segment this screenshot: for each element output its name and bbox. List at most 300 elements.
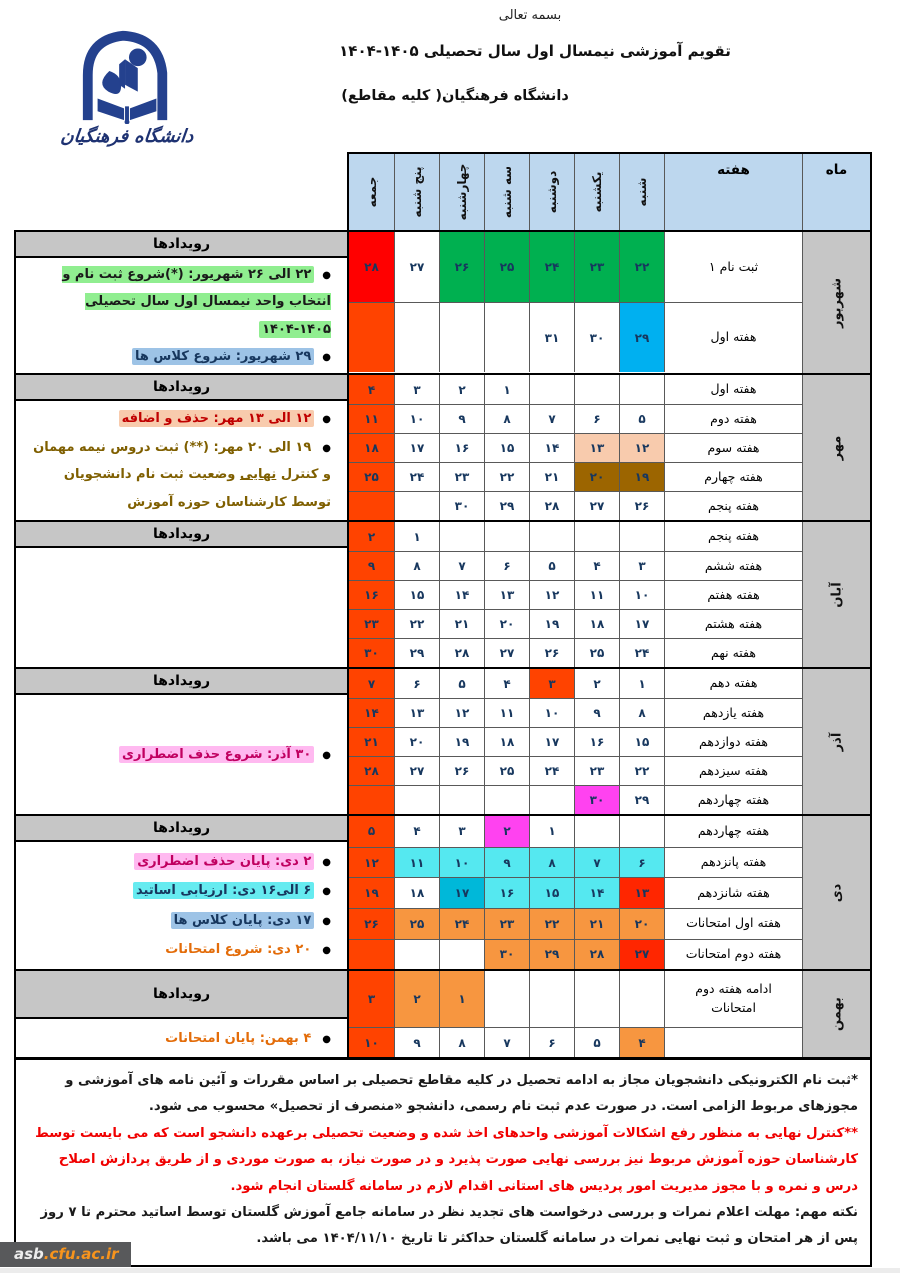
week-rows	[349, 375, 802, 520]
day-cell: ۲۶	[529, 638, 574, 667]
day-cell: ۲	[439, 375, 484, 404]
week-label: هفته دهم	[664, 669, 802, 698]
day-cell	[439, 785, 484, 814]
day-cell: ۲۴	[529, 756, 574, 785]
day-cell: ۳	[619, 551, 664, 580]
events-panel	[14, 667, 349, 816]
week-label: هفته پنجم	[664, 522, 802, 551]
day-cell: ۳	[349, 971, 394, 1027]
week-row	[349, 580, 802, 609]
day-cell: ۱۲	[529, 580, 574, 609]
day-cell	[484, 971, 529, 1027]
day-cell: ۵	[439, 669, 484, 698]
month-label: آبان	[829, 582, 844, 608]
bismillah-text: بسمه تعالی	[498, 8, 562, 23]
day-cell: ۳۰	[484, 939, 529, 970]
day-cell: ۴	[349, 375, 394, 404]
day-cell: ۲	[349, 522, 394, 551]
day-cell: ۲۷	[484, 638, 529, 667]
day-cell: ۱۰	[529, 698, 574, 727]
header-spacer	[14, 152, 347, 232]
day-cell	[619, 375, 664, 404]
day-cell: ۱	[529, 816, 574, 847]
day-cell: ۱۳	[619, 877, 664, 908]
event-text: ۱۷ دی: پایان کلاس ها	[171, 912, 315, 929]
day-cell: ۲۵	[484, 232, 529, 302]
day-cell: ۱۱	[394, 847, 439, 878]
day-cell	[529, 522, 574, 551]
day-cell: ۸	[619, 698, 664, 727]
month-label-cell	[802, 375, 870, 520]
week-label: هفته هفتم	[664, 580, 802, 609]
week-column-header: هفته	[664, 154, 802, 230]
week-row	[349, 756, 802, 785]
day-cell	[394, 785, 439, 814]
day-cell	[394, 491, 439, 520]
week-rows	[349, 669, 802, 814]
day-cell	[619, 816, 664, 847]
event-text: ۳۰ آذر: شروع حذف اضطراری	[119, 746, 314, 763]
week-row	[349, 877, 802, 908]
month-label: دی	[829, 883, 844, 902]
week-row	[349, 727, 802, 756]
day-cell: ۱۷	[619, 609, 664, 638]
day-cell: ۲۹	[619, 302, 664, 372]
day-cell: ۱۴	[574, 877, 619, 908]
day-cell	[529, 375, 574, 404]
bullet-icon: ●	[322, 414, 331, 426]
event-item	[26, 1025, 331, 1052]
day-cell: ۳۱	[529, 302, 574, 372]
day-cell: ۲۳	[349, 609, 394, 638]
day-cell: ۲۳	[439, 462, 484, 491]
footnote-line: **کنترل نهایی به منظور رفع اشکالات آموزشی واحدهای اخذ شده و وضعیت تحصیلی برعهده دانشجو است که می بایست توسط کارشناسان حوزه آموزش مربوط نیز بررسی نهایی صورت پذیرد و در صورت نیاز، به صورت موردی و از طریق پردازش اصلاح درس و نمره و با مجوز مدیریت امور پردیس های استانی اقدام لازم در سامانه گلستان انجام شود.	[35, 1125, 858, 1194]
week-row	[349, 232, 802, 302]
week-label: هفته دوم امتحانات	[664, 939, 802, 970]
logo-caption: دانشگاه فرهنگیان	[59, 126, 195, 147]
day-cell: ۱۷	[394, 433, 439, 462]
day-cell: ۱۸	[484, 727, 529, 756]
day-cell	[484, 522, 529, 551]
events-panel	[14, 230, 349, 375]
day-cell: ۲۷	[574, 491, 619, 520]
day-cell: ۲۷	[394, 756, 439, 785]
month-grid	[347, 230, 872, 375]
events-list	[16, 548, 347, 667]
day-cell: ۱	[439, 971, 484, 1027]
month-grid	[347, 520, 872, 669]
day-cell: ۷	[439, 551, 484, 580]
event-item	[26, 936, 331, 963]
day-cell	[574, 522, 619, 551]
week-row	[349, 609, 802, 638]
day-cell: ۹	[439, 404, 484, 433]
month-label: شهریور	[829, 277, 844, 328]
week-rows	[349, 971, 802, 1057]
day-cell: ۲	[484, 816, 529, 847]
week-row	[349, 939, 802, 970]
badge-text-asb: asb	[14, 1245, 44, 1263]
day-cell: ۲۴	[619, 638, 664, 667]
day-cell: ۳۰	[574, 785, 619, 814]
event-text: ۲ دی: پایان حذف اضطراری	[134, 853, 314, 870]
day-cell: ۲۰	[619, 908, 664, 939]
week-label: هفته چهارم	[664, 462, 802, 491]
events-panel	[14, 373, 349, 522]
day-cell: ۲۵	[484, 756, 529, 785]
month-grid	[347, 969, 872, 1059]
day-cell: ۲۸	[439, 638, 484, 667]
day-cell: ۹	[394, 1027, 439, 1057]
day-cell: ۱۳	[394, 698, 439, 727]
month-band	[14, 969, 872, 1059]
day-cell: ۳۰	[439, 491, 484, 520]
weekday-header	[349, 154, 394, 230]
day-cell: ۱۵	[484, 433, 529, 462]
events-panel-header: رویدادها	[16, 375, 347, 401]
day-cell: ۶	[529, 1027, 574, 1057]
events-panel	[14, 520, 349, 669]
month-label: مهر	[829, 435, 844, 461]
day-cell: ۲۶	[619, 491, 664, 520]
week-row	[349, 638, 802, 667]
day-cell: ۶	[394, 669, 439, 698]
day-cell	[529, 785, 574, 814]
day-cell: ۱۰	[349, 1027, 394, 1057]
day-cell: ۷	[349, 669, 394, 698]
day-cell: ۳۰	[349, 638, 394, 667]
event-text: ۲۹ شهریور: شروع کلاس ها	[132, 348, 314, 365]
day-cell: ۸	[394, 551, 439, 580]
week-row	[349, 785, 802, 814]
weekday-header	[529, 154, 574, 230]
week-row	[349, 698, 802, 727]
weekday-header-label: سه شنبه	[500, 165, 514, 219]
day-cell: ۱۵	[619, 727, 664, 756]
day-cell	[439, 302, 484, 372]
day-cell: ۱۱	[574, 580, 619, 609]
day-cell: ۲۲	[529, 908, 574, 939]
day-cell: ۱۸	[394, 877, 439, 908]
weekday-header-label: دوشنبه	[545, 170, 559, 214]
month-label-cell	[802, 816, 870, 969]
weekday-header	[484, 154, 529, 230]
day-cell	[619, 522, 664, 551]
week-row	[349, 522, 802, 551]
day-cell: ۲۳	[574, 756, 619, 785]
day-cell: ۱۰	[439, 847, 484, 878]
day-cell: ۱۰	[619, 580, 664, 609]
day-cell: ۲۴	[394, 462, 439, 491]
week-label: هفته سیزدهم	[664, 756, 802, 785]
events-list	[16, 1019, 347, 1057]
day-cell: ۴	[484, 669, 529, 698]
week-row	[349, 491, 802, 520]
month-column-header: ماه	[802, 154, 870, 230]
day-cell: ۱۹	[349, 877, 394, 908]
day-cell: ۶	[574, 404, 619, 433]
month-label: آذر	[829, 732, 844, 751]
day-cell: ۱۵	[394, 580, 439, 609]
day-cell: ۱۲	[349, 847, 394, 878]
day-cell: ۵	[349, 816, 394, 847]
week-row	[349, 971, 802, 1027]
day-cell: ۲۱	[529, 462, 574, 491]
day-cell: ۲۵	[574, 638, 619, 667]
events-panel-header: رویدادها	[16, 816, 347, 842]
day-cell: ۲۹	[619, 785, 664, 814]
event-item	[26, 405, 331, 432]
day-cell: ۱	[619, 669, 664, 698]
events-panel-header: رویدادها	[16, 522, 347, 548]
month-label-cell	[802, 522, 870, 667]
day-cell: ۲۴	[439, 908, 484, 939]
month-grid	[347, 814, 872, 971]
day-cell: ۲	[394, 971, 439, 1027]
bullet-icon: ●	[322, 351, 331, 363]
day-cell: ۲۵	[394, 908, 439, 939]
events-list	[16, 842, 347, 969]
day-cell	[349, 302, 394, 372]
day-cell: ۸	[484, 404, 529, 433]
page-title: تقویم آموزشی نیمسال اول سال تحصیلی ۱۴۰۵-۱۴۰۴	[339, 42, 731, 60]
month-band	[14, 373, 872, 522]
day-cell: ۵	[529, 551, 574, 580]
week-row	[349, 433, 802, 462]
calendar-header-row	[14, 152, 872, 232]
day-cell: ۱۶	[484, 877, 529, 908]
week-label	[664, 1027, 802, 1057]
day-cell: ۲۷	[394, 232, 439, 302]
week-rows	[349, 232, 802, 373]
day-cell: ۱۶	[574, 727, 619, 756]
week-label: هفته چهاردهم	[664, 816, 802, 847]
day-cell: ۲۸	[529, 491, 574, 520]
bullet-icon: ●	[322, 915, 331, 927]
month-bands	[14, 230, 872, 1059]
day-cell: ۷	[529, 404, 574, 433]
day-cell: ۱۲	[619, 433, 664, 462]
week-row	[349, 908, 802, 939]
weekday-header-label: جمعه	[364, 176, 379, 208]
event-item	[26, 434, 331, 516]
day-cell: ۱۹	[619, 462, 664, 491]
bullet-icon: ●	[322, 1033, 331, 1045]
event-item	[26, 261, 331, 343]
day-cell: ۲۶	[349, 908, 394, 939]
bullet-icon: ●	[322, 270, 331, 281]
day-cell: ۴	[619, 1027, 664, 1057]
footnote-line: نکته مهم: مهلت اعلام نمرات و بررسی درخواست های تجدید نظر در سامانه جامع آموزش گلستان توسط اساتید محترم تا ۷ روز پس از هر امتحان و ثبت نهایی نمرات در سامانه گلستان حداکثر تا تاریخ ۱۴۰۴/۱۱/۱۰ می باشد.	[40, 1205, 858, 1247]
week-label: هفته اول امتحانات	[664, 908, 802, 939]
day-cell: ۲۰	[484, 609, 529, 638]
day-cell: ۱۴	[349, 698, 394, 727]
weekday-headers	[349, 154, 664, 230]
day-cell: ۷	[574, 847, 619, 878]
day-cell: ۲۹	[529, 939, 574, 970]
day-cell: ۹	[574, 698, 619, 727]
events-panel	[14, 814, 349, 971]
month-band	[14, 230, 872, 375]
weekday-header-label: پنج شنبه	[410, 166, 424, 218]
day-cell: ۲۱	[574, 908, 619, 939]
day-cell: ۴	[574, 551, 619, 580]
day-cell: ۲۵	[349, 462, 394, 491]
week-row	[349, 1027, 802, 1057]
event-text: ۶ الی۱۶ دی: ارزیابی اساتید	[133, 882, 314, 899]
day-cell	[439, 522, 484, 551]
page-subtitle: دانشگاه فرهنگیان( کلیه مقاطع)	[341, 88, 569, 104]
day-cell: ۱	[484, 375, 529, 404]
day-cell: ۱۹	[529, 609, 574, 638]
day-cell	[529, 971, 574, 1027]
day-cell: ۱	[394, 522, 439, 551]
day-cell: ۲۷	[619, 939, 664, 970]
events-list	[16, 401, 347, 520]
week-rows	[349, 816, 802, 969]
day-cell: ۲۹	[484, 491, 529, 520]
day-cell: ۲۱	[349, 727, 394, 756]
day-cell: ۴	[394, 816, 439, 847]
calendar-header-cells	[347, 152, 872, 232]
weekday-header	[619, 154, 664, 230]
footnote-line: *ثبت نام الکترونیکی دانشجویان مجاز به ادامه تحصیل در کلیه مقاطع تحصیلی بر اساس مقررات و آئین نامه های آموزشی و مجوزهای مربوط الزامی است. در صورت عدم ثبت نام رسمی، دانشجو «منصرف از تحصیل» محسوب می شود.	[65, 1073, 858, 1115]
week-label: هفته پنجم	[664, 491, 802, 520]
events-list	[16, 258, 347, 373]
day-cell	[394, 939, 439, 970]
week-label: هفته یازدهم	[664, 698, 802, 727]
day-cell	[349, 939, 394, 970]
weekday-header-label: یکشنبه	[590, 171, 604, 213]
event-item	[26, 343, 331, 370]
month-label: بهمن	[829, 997, 844, 1032]
week-row	[349, 847, 802, 878]
day-cell	[574, 816, 619, 847]
day-cell: ۷	[484, 1027, 529, 1057]
day-cell: ۳	[394, 375, 439, 404]
day-cell: ۶	[619, 847, 664, 878]
day-cell: ۱۶	[439, 433, 484, 462]
week-row	[349, 462, 802, 491]
day-cell: ۱۱	[349, 404, 394, 433]
week-label: هفته شانزدهم	[664, 877, 802, 908]
day-cell: ۵	[619, 404, 664, 433]
events-panel-header: رویدادها	[16, 232, 347, 258]
day-cell: ۸	[529, 847, 574, 878]
day-cell: ۲۳	[484, 908, 529, 939]
day-cell: ۲۴	[529, 232, 574, 302]
week-row	[349, 302, 802, 372]
day-cell	[619, 971, 664, 1027]
week-row	[349, 551, 802, 580]
day-cell: ۱۴	[529, 433, 574, 462]
day-cell: ۱۸	[349, 433, 394, 462]
week-label: هفته ششم	[664, 551, 802, 580]
week-row	[349, 669, 802, 698]
day-cell: ۲۲	[619, 756, 664, 785]
week-rows	[349, 522, 802, 667]
day-cell	[394, 302, 439, 372]
weekday-header	[394, 154, 439, 230]
day-cell: ۶	[484, 551, 529, 580]
month-label-cell	[802, 669, 870, 814]
day-cell: ۱۹	[439, 727, 484, 756]
week-row	[349, 375, 802, 404]
day-cell: ۲۶	[439, 232, 484, 302]
week-row	[349, 816, 802, 847]
day-cell: ۲۸	[349, 756, 394, 785]
day-cell: ۹	[349, 551, 394, 580]
event-text: ۲۲ الی ۲۶ شهریور: (*)شروع ثبت نام و انتخاب واحد نیمسال اول سال تحصیلی ۱۴۰۵-۱۴۰۴	[62, 267, 331, 337]
event-text: ۲۰ دی: شروع امتحانات	[165, 942, 312, 958]
day-cell	[574, 375, 619, 404]
footnotes	[14, 1058, 872, 1267]
month-band	[14, 814, 872, 971]
week-label: ادامه هفته دوم امتحانات	[664, 971, 802, 1027]
week-label: هفته دوم	[664, 404, 802, 433]
event-item	[26, 741, 331, 768]
day-cell: ۳۰	[574, 302, 619, 372]
day-cell: ۲۹	[394, 638, 439, 667]
event-text: ۱۲ الی ۱۳ مهر: حذف و اضافه	[119, 410, 315, 427]
event-item	[26, 907, 331, 934]
events-panel	[14, 969, 349, 1059]
day-cell: ۱۵	[529, 877, 574, 908]
day-cell	[574, 971, 619, 1027]
month-label-cell	[802, 971, 870, 1057]
day-cell	[349, 785, 394, 814]
calendar-table	[14, 152, 872, 1059]
day-cell: ۲۲	[394, 609, 439, 638]
event-item	[26, 877, 331, 904]
day-cell: ۲۲	[484, 462, 529, 491]
month-band	[14, 520, 872, 669]
day-cell	[484, 302, 529, 372]
day-cell: ۱۶	[349, 580, 394, 609]
event-item	[26, 848, 331, 875]
day-cell: ۲۲	[619, 232, 664, 302]
week-label: هفته اول	[664, 302, 802, 372]
university-logo-emblem	[68, 24, 186, 124]
day-cell: ۱۴	[439, 580, 484, 609]
day-cell: ۲۰	[394, 727, 439, 756]
week-label: هفته هشتم	[664, 609, 802, 638]
day-cell: ۲۳	[574, 232, 619, 302]
week-label: هفته اول	[664, 375, 802, 404]
badge-text-domain: .cfu.ac.ir	[43, 1245, 119, 1263]
day-cell: ۱۲	[439, 698, 484, 727]
events-panel-header: رویدادها	[16, 669, 347, 695]
day-cell: ۲	[574, 669, 619, 698]
day-cell: ۱۱	[484, 698, 529, 727]
week-label: هفته سوم	[664, 433, 802, 462]
day-cell	[439, 939, 484, 970]
bullet-icon: ●	[322, 886, 331, 898]
month-grid	[347, 667, 872, 816]
week-row	[349, 404, 802, 433]
week-label: هفته دوازدهم	[664, 727, 802, 756]
day-cell: ۱۸	[574, 609, 619, 638]
month-label-cell	[802, 232, 870, 373]
day-cell: ۵	[574, 1027, 619, 1057]
day-cell: ۲۰	[574, 462, 619, 491]
week-label: هفته چهاردهم	[664, 785, 802, 814]
page-bottom-strip	[0, 1268, 900, 1273]
day-cell: ۱۳	[574, 433, 619, 462]
day-cell	[349, 491, 394, 520]
weekday-header-label: شنبه	[635, 177, 649, 207]
day-cell: ۱۷	[439, 877, 484, 908]
